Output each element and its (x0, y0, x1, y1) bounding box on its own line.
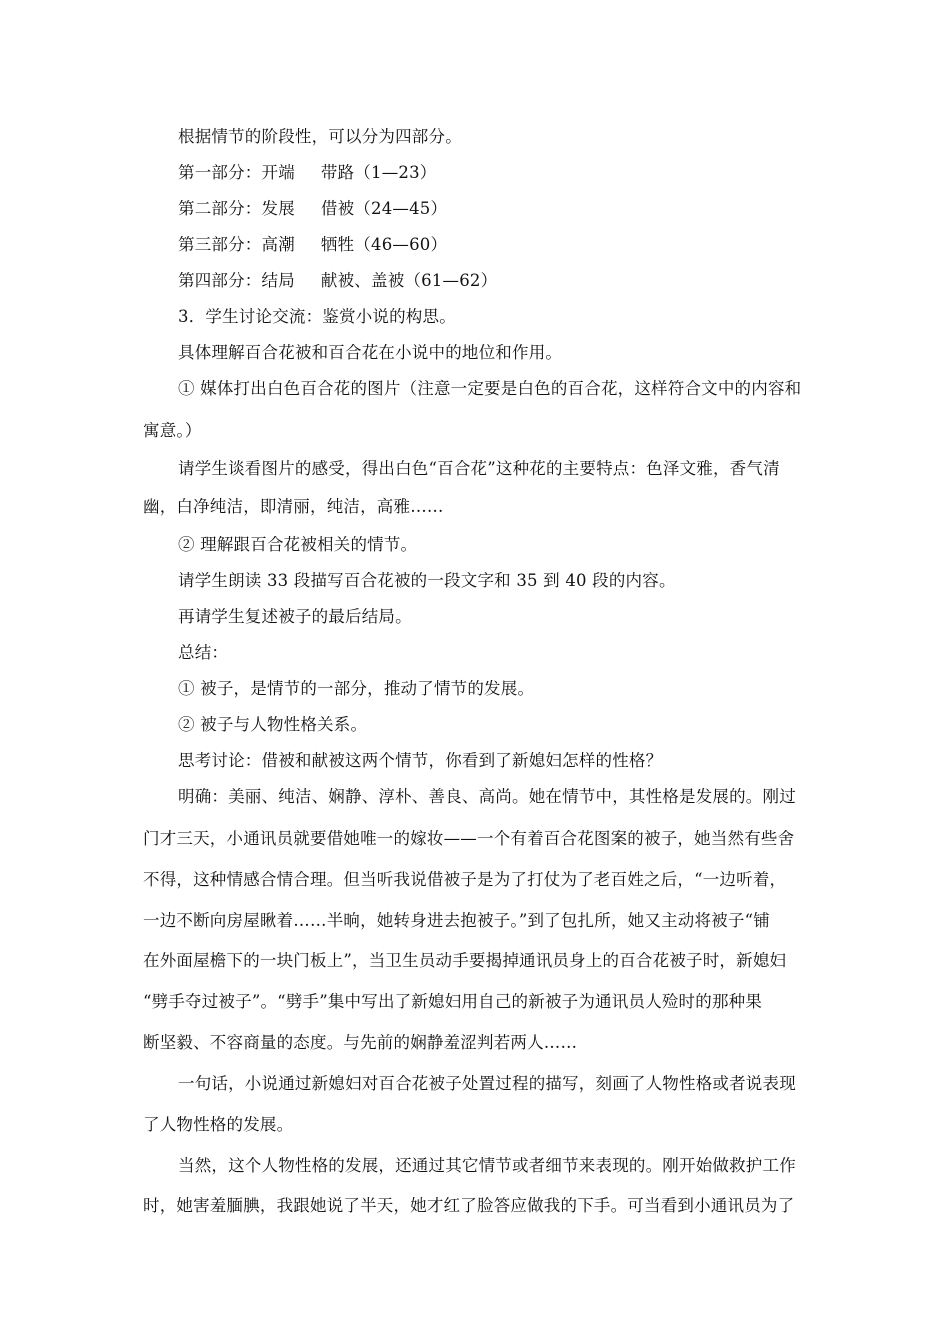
part-label: 第四部分：结局 (178, 271, 295, 290)
text-line: ① 媒体打出白色百合花的图片（注意一定要是白色的百合花，这样符合文中的内容和 (178, 379, 802, 398)
text-line: 幽，白净纯洁，即清丽，纯洁，高雅…… (143, 497, 444, 516)
text-line: 时，她害羞腼腆，我跟她说了半天，她才红了脸答应做我的下手。可当看到小通讯员为了 (143, 1196, 795, 1215)
text-line: “劈手夺过被子”。“劈手”集中写出了新媳妇用自己的新被子为通讯员人殓时的那种果 (143, 992, 763, 1011)
part-label: 第三部分：高潮 (178, 235, 295, 254)
part-content: 带路（1—23） (320, 163, 437, 182)
part-content: 献被、盖被（61—62） (320, 271, 498, 290)
text-line: 思考讨论：借被和献被这两个情节，你看到了新媳妇怎样的性格？ (178, 751, 663, 770)
text-line: 寓意。） (143, 421, 202, 440)
text-line: 再请学生复述被子的最后结局。 (178, 607, 412, 626)
text-line: 明确：美丽、纯洁、娴静、淳朴、善良、高尚。她在情节中，其性格是发展的。刚过 (178, 787, 796, 806)
part-line-1 (178, 163, 437, 183)
text-line: 请学生谈看图片的感受，得出白色“百合花”这种花的主要特点：色泽文雅，香气清 (178, 459, 780, 478)
part-label: 第二部分：发展 (178, 199, 295, 218)
text-line: 当然，这个人物性格的发展，还通过其它情节或者细节来表现的。刚开始做救护工作 (178, 1156, 796, 1175)
part-line-4 (178, 271, 497, 291)
text-line: 断坚毅、不容商量的态度。与先前的娴静羞涩判若两人…… (143, 1033, 578, 1052)
text-line: 3．学生讨论交流：鉴赏小说的构思。 (178, 307, 456, 326)
part-line-2 (178, 199, 447, 219)
text-line: ② 被子与人物性格关系。 (178, 715, 368, 734)
part-line-3 (178, 235, 447, 255)
text-line: 具体理解百合花被和百合花在小说中的地位和作用。 (178, 343, 563, 362)
text-line: 在外面屋檐下的一块门板上”，当卫生员动手要揭掉通讯员身上的百合花被子时，新媳妇 (143, 951, 787, 970)
intro-paragraph: 根据情节的阶段性，可以分为四部分。 (178, 127, 462, 146)
text-line: 一句话，小说通过新媳妇对百合花被子处置过程的描写，刻画了人物性格或者说表现 (178, 1074, 796, 1093)
part-content: 牺牲（46—60） (320, 235, 448, 254)
part-content: 借被（24—45） (320, 199, 448, 218)
text-line: ① 被子，是情节的一部分，推动了情节的发展。 (178, 679, 535, 698)
text-line: 不得，这种情感合情合理。但当听我说借被子是为了打仗为了老百姓之后，“一边听着， (143, 870, 787, 889)
text-line: 一边不断向房屋瞅着……半晌，她转身进去抱被子。”到了包扎所，她又主动将被子“铺 (143, 911, 770, 930)
text-line: ② 理解跟百合花被相关的情节。 (178, 535, 418, 554)
text-line: 了人物性格的发展。 (143, 1115, 294, 1134)
text-line: 请学生朗读 33 段描写百合花被的一段文字和 35 到 40 段的内容。 (178, 571, 676, 590)
part-label: 第一部分：开端 (178, 163, 295, 182)
text-line: 门才三天，小通讯员就要借她唯一的嫁妆——一个有着百合花图案的被子，她当然有些舍 (143, 829, 795, 848)
text-line: 总结： (178, 643, 229, 662)
